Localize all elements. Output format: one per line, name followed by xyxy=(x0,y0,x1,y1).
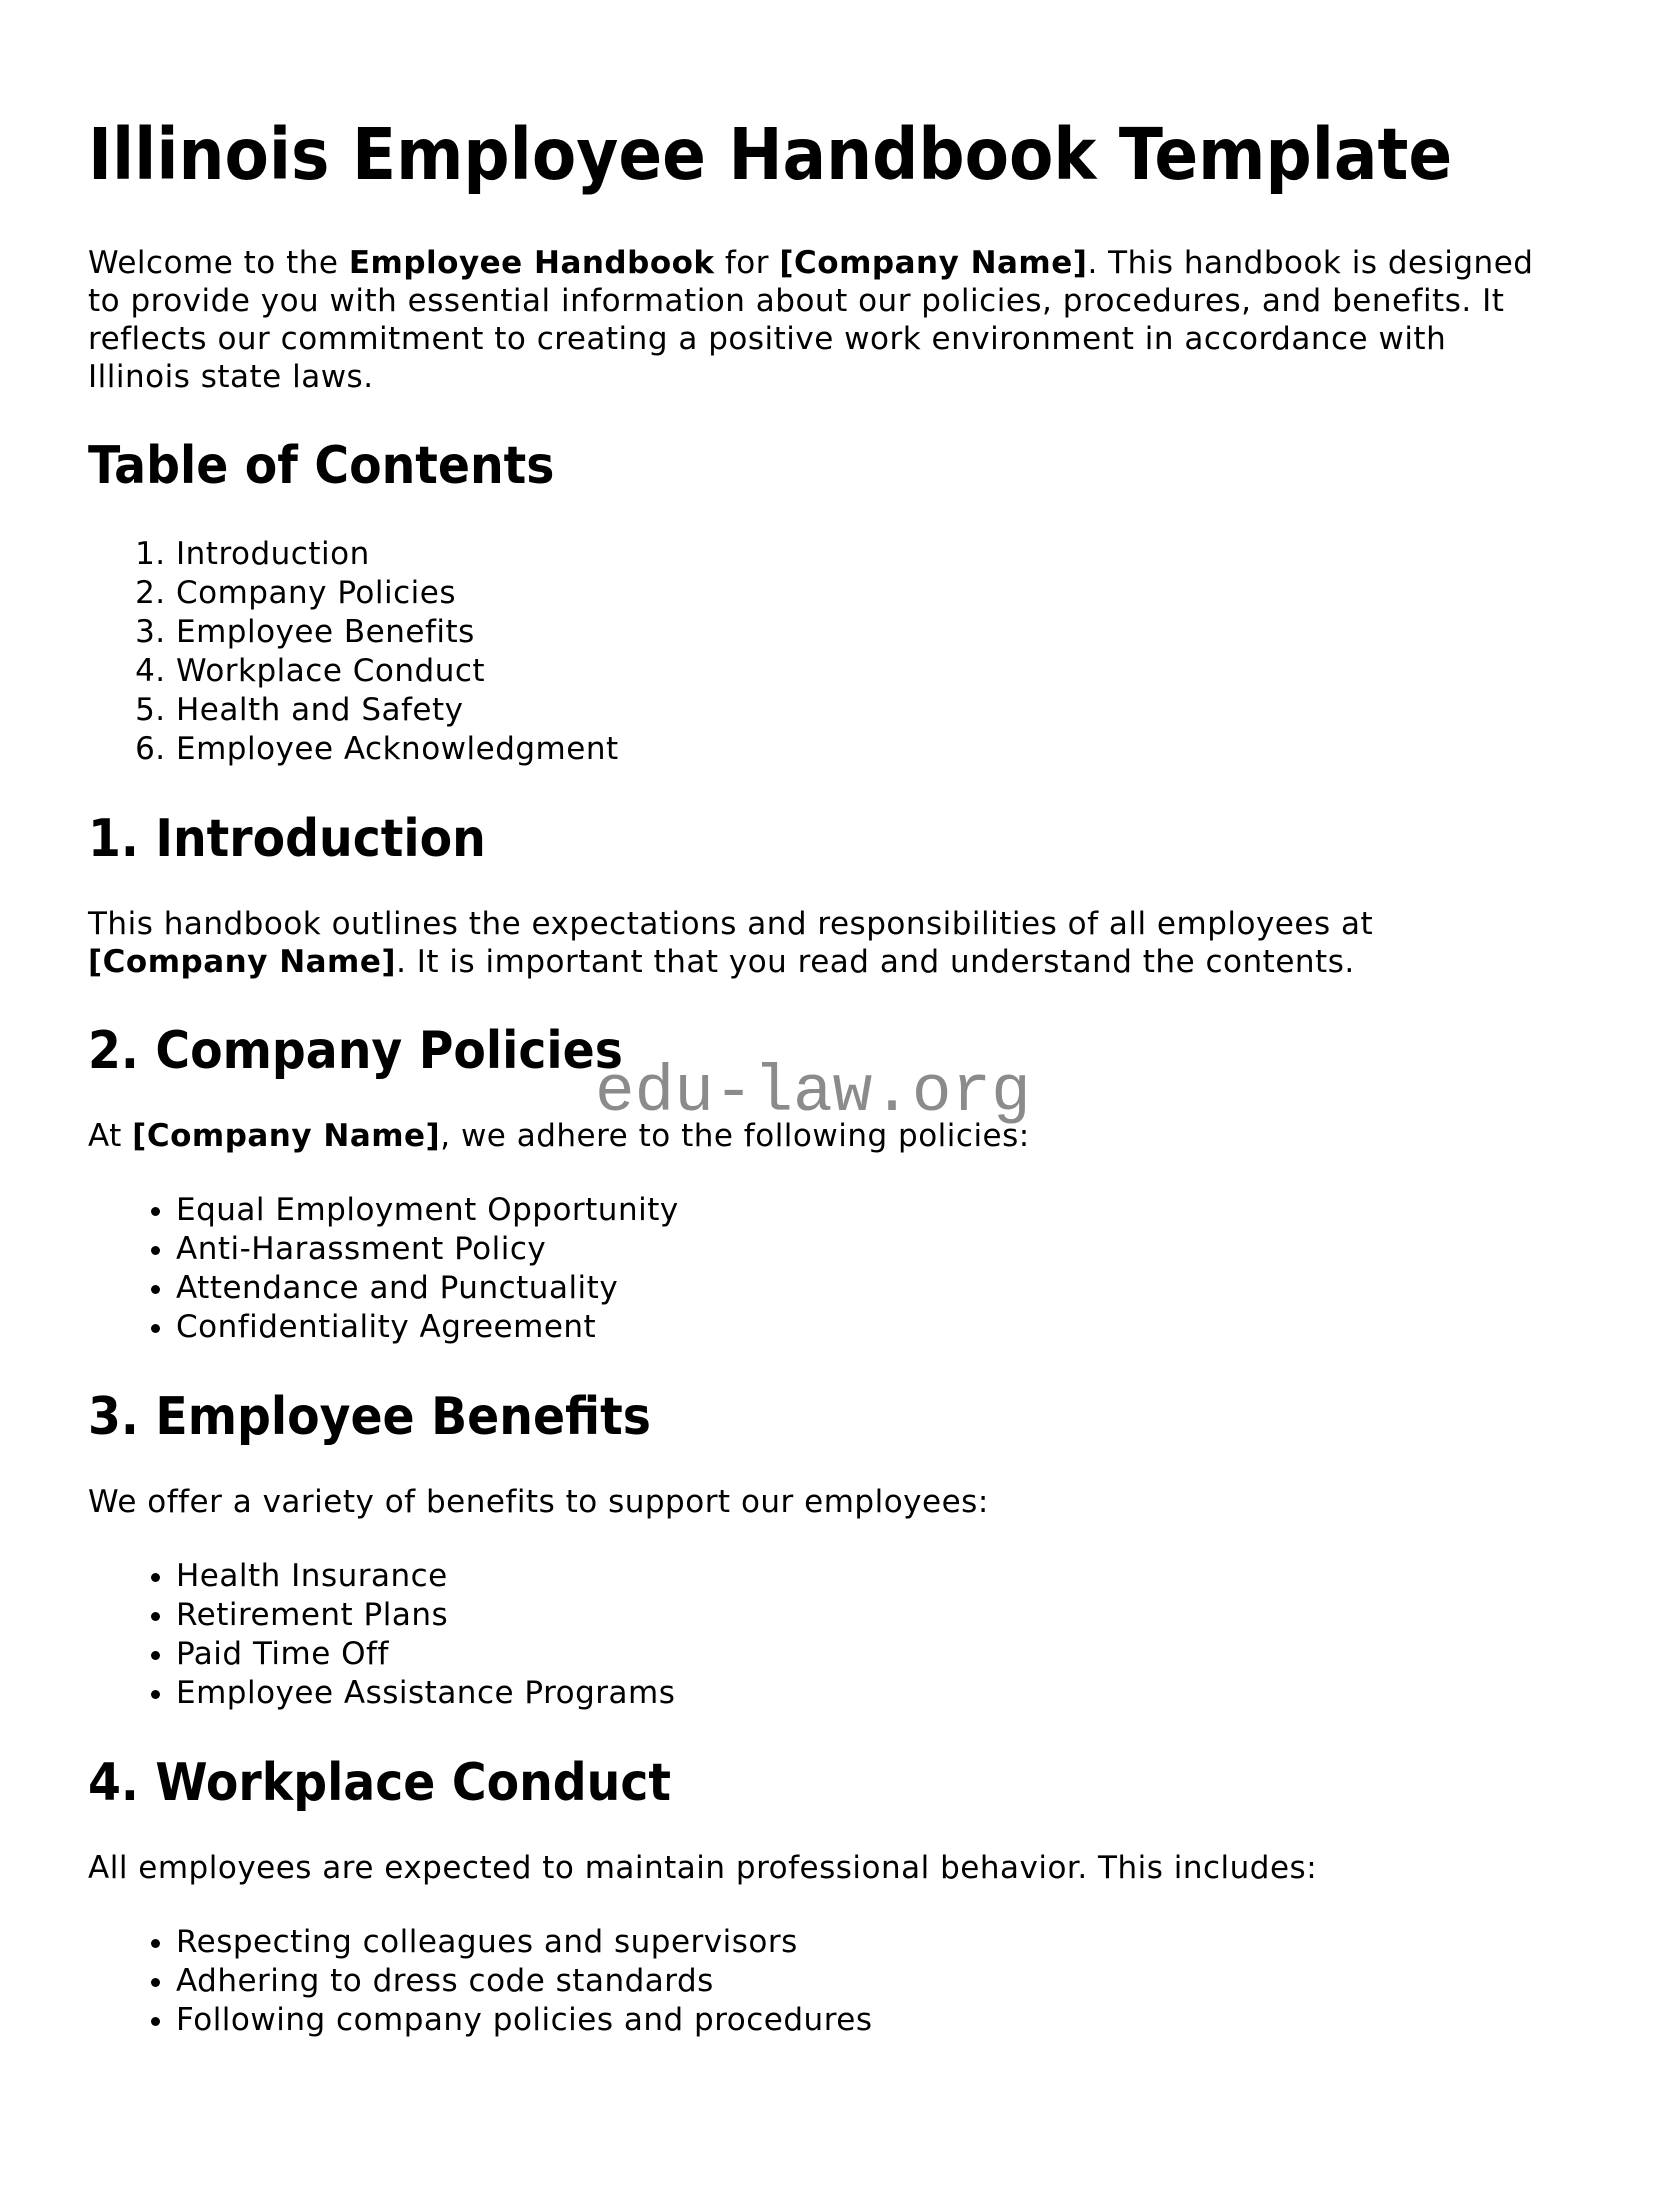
section-heading-introduction: 1. Introduction xyxy=(88,809,486,869)
page-title: Illinois Employee Handbook Template xyxy=(88,113,1453,196)
toc-item-health-and-safety: 5. Health and Safety xyxy=(176,691,1558,730)
policies-item-attendance: • Attendance and Punctuality xyxy=(176,1269,1558,1308)
toc-item-employee-benefits: 3. Employee Benefits xyxy=(176,613,1558,652)
introduction-bold-company-name: [Company Name] xyxy=(88,944,397,980)
policies-item-anti-harassment: • Anti-Harassment Policy xyxy=(176,1230,1558,1269)
benefits-item-paid-time-off: • Paid Time Off xyxy=(176,1635,1558,1674)
policies-bold-company-name: [Company Name] xyxy=(132,1118,441,1154)
intro-bold-employee-handbook: Employee Handbook xyxy=(348,245,715,281)
watermark-text: edu-law.org xyxy=(595,1055,1031,1130)
conduct-list xyxy=(88,1923,1558,2040)
toc-item-company-policies: 2. Company Policies xyxy=(176,574,1558,613)
policies-item-confidentiality: • Confidentiality Agreement xyxy=(176,1308,1558,1347)
policies-list xyxy=(88,1191,1558,1347)
intro-text-1: Welcome to the xyxy=(88,245,349,281)
toc-list xyxy=(88,535,1558,769)
section-heading-company-policies: 2. Company Policies xyxy=(88,1021,623,1081)
intro-bold-company-name: [Company Name] xyxy=(779,245,1088,281)
section-heading-workplace-conduct: 4. Workplace Conduct xyxy=(88,1753,671,1813)
conduct-item-following-policies: • Following company policies and procedures xyxy=(176,2001,1558,2040)
policies-text-2: , we adhere to the following policies: xyxy=(440,1118,1030,1154)
document-page xyxy=(88,112,1558,2040)
introduction-paragraph xyxy=(88,905,1558,981)
conduct-item-respecting-colleagues: • Respecting colleagues and supervisors xyxy=(176,1923,1558,1962)
benefits-item-health-insurance: • Health Insurance xyxy=(176,1557,1558,1596)
toc-item-introduction: 1. Introduction xyxy=(176,535,1558,574)
toc-item-employee-acknowledgment: 6. Employee Acknowledgment xyxy=(176,730,1558,769)
benefits-lead-paragraph: We offer a variety of benefits to support our employees: xyxy=(88,1484,989,1520)
toc-heading: Table of Contents xyxy=(88,436,555,496)
policies-item-equal-employment: • Equal Employment Opportunity xyxy=(176,1191,1558,1230)
section-heading-employee-benefits: 3. Employee Benefits xyxy=(88,1387,651,1447)
conduct-lead-paragraph: All employees are expected to maintain professional behavior. This includes: xyxy=(88,1850,1318,1886)
benefits-list xyxy=(88,1557,1558,1713)
benefits-item-assistance-programs: • Employee Assistance Programs xyxy=(176,1674,1558,1713)
policies-heading-wrap xyxy=(88,1018,1558,1130)
policies-text-1: At xyxy=(88,1118,133,1154)
introduction-text-2: . It is important that you read and understand the contents. xyxy=(396,944,1355,980)
introduction-text-1: This handbook outlines the expectations and responsibilities of all employees at xyxy=(88,906,1374,942)
policies-lead-paragraph xyxy=(88,1117,1558,1155)
benefits-item-retirement-plans: • Retirement Plans xyxy=(176,1596,1558,1635)
intro-text-3: . This handbook is designed to provide you with essential information about our policies, procedures, and benefits. It reflects our commitment to creating a positive work environment in accordance with Illinois state laws. xyxy=(88,245,1534,395)
intro-text-2: for xyxy=(714,245,780,281)
intro-paragraph xyxy=(88,244,1558,396)
conduct-item-dress-code: • Adhering to dress code standards xyxy=(176,1962,1558,2001)
toc-item-workplace-conduct: 4. Workplace Conduct xyxy=(176,652,1558,691)
